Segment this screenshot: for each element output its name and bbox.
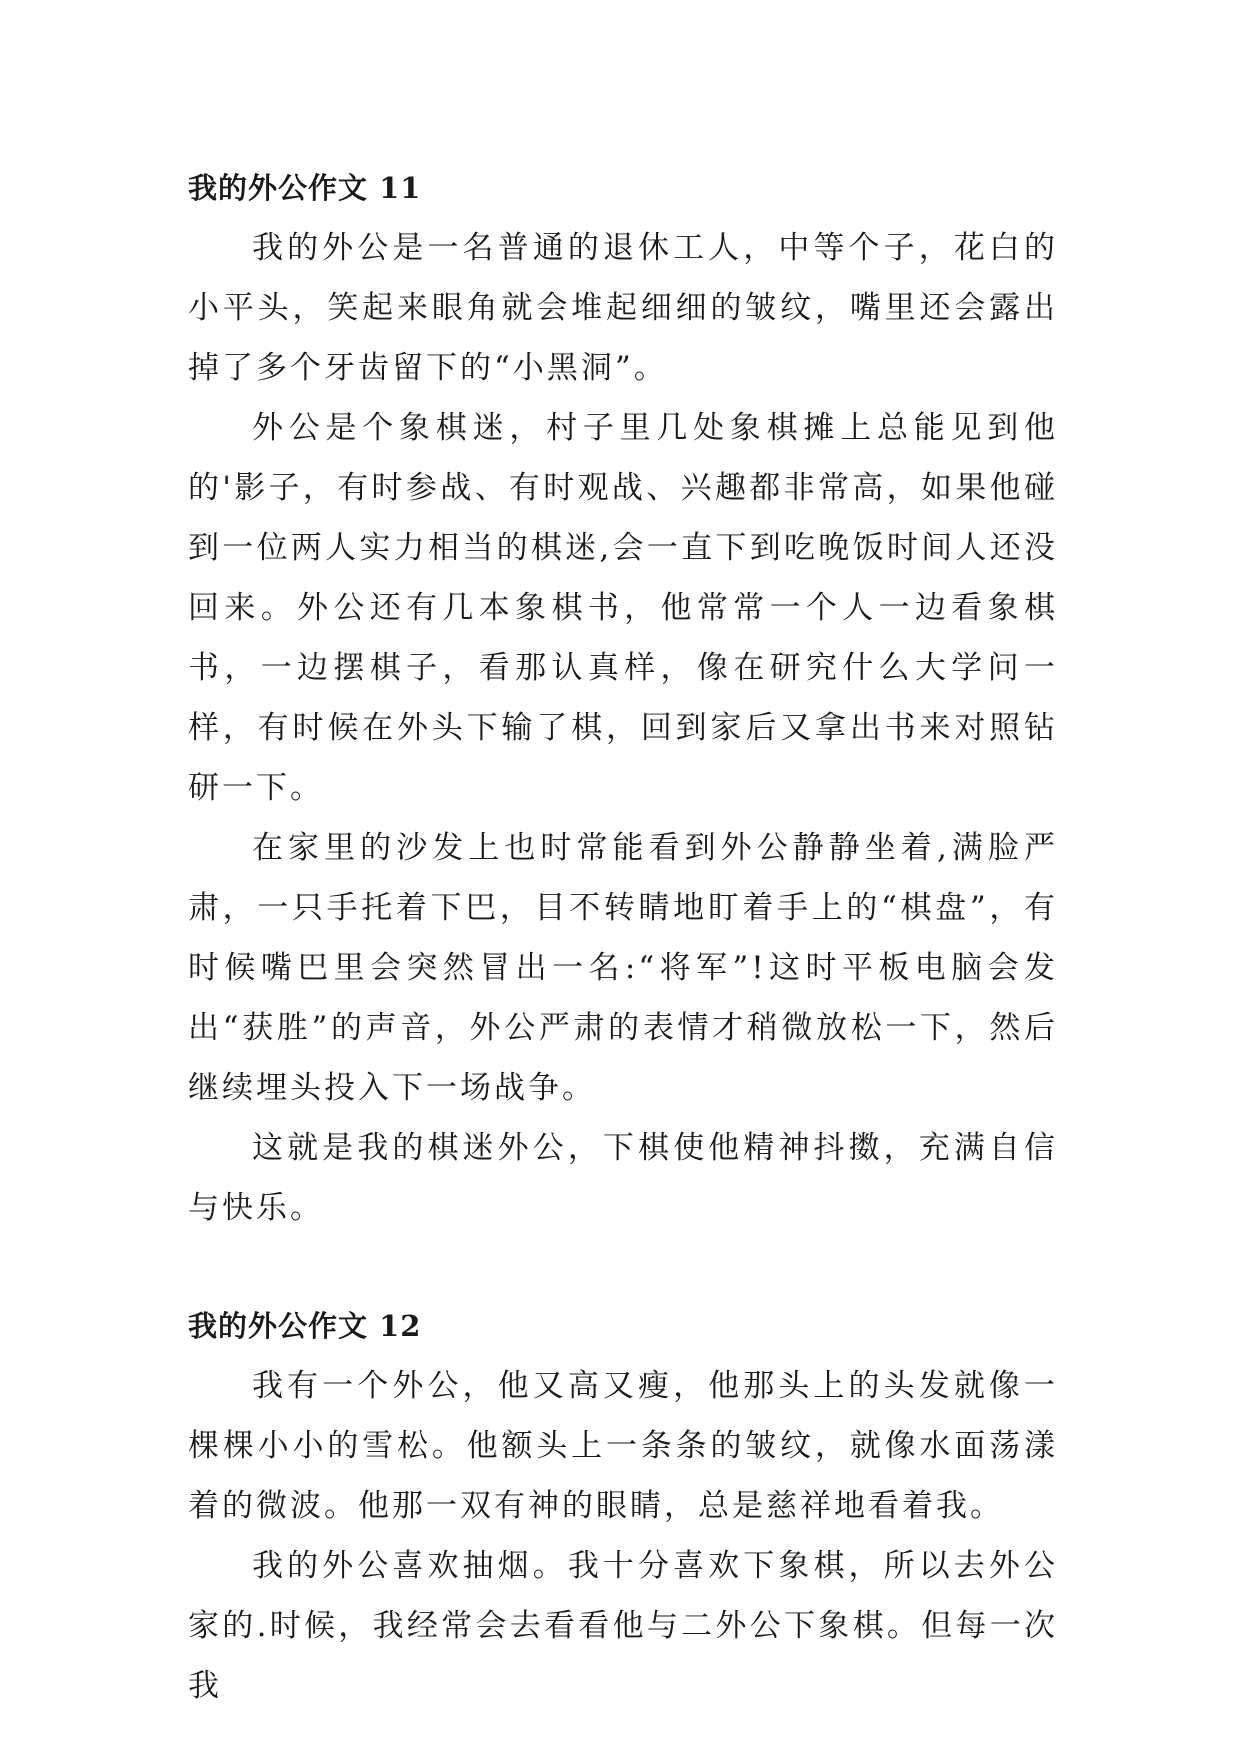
paragraph: 我的外公是一名普通的退休工人，中等个子，花白的小平头，笑起来眼角就会堆起细细的皱纹，嘴里还会露出掉了多个牙齿留下的“小黑洞”。 xyxy=(188,230,1058,386)
essay-heading: 我的外公作文 11 xyxy=(188,171,422,205)
document-page xyxy=(188,158,1058,1716)
paragraph: 我有一个外公，他又高又瘦，他那头上的头发就像一棵棵小小的雪松。他额头上一条条的皱纹，就像水面荡漾着的微波。他那一双有神的眼睛，总是慈祥地看着我。 xyxy=(188,1368,1058,1524)
paragraph: 我的外公喜欢抽烟。我十分喜欢下象棋，所以去外公家的.时候，我经常会去看看他与二外公下象棋。但每一次我 xyxy=(188,1548,1058,1704)
essay-heading: 我的外公作文 12 xyxy=(188,1309,422,1343)
paragraph: 在家里的沙发上也时常能看到外公静静坐着,满脸严肃，一只手托着下巴，目不转睛地盯着手上的“棋盘”，有时候嘴巴里会突然冒出一名:“将军”!这时平板电脑会发出“获胜”的声音，外公严肃的表情才稍微放松一下，然后继续埋头投入下一场战争。 xyxy=(188,830,1058,1106)
essay-section-12 xyxy=(188,1296,1058,1716)
section-spacer xyxy=(188,1238,1058,1296)
paragraph: 这就是我的棋迷外公，下棋使他精神抖擞，充满自信与快乐。 xyxy=(188,1130,1058,1226)
essay-section-11 xyxy=(188,158,1058,1238)
paragraph: 外公是个象棋迷，村子里几处象棋摊上总能见到他的'影子，有时参战、有时观战、兴趣都非常高，如果他碰到一位两人实力相当的棋迷,会一直下到吃晚饭时间人还没回来。外公还有几本象棋书，他常常一个人一边看象棋书，一边摆棋子，看那认真样，像在研究什么大学问一样，有时候在外头下输了棋，回到家后又拿出书来对照钻研一下。 xyxy=(188,410,1058,806)
